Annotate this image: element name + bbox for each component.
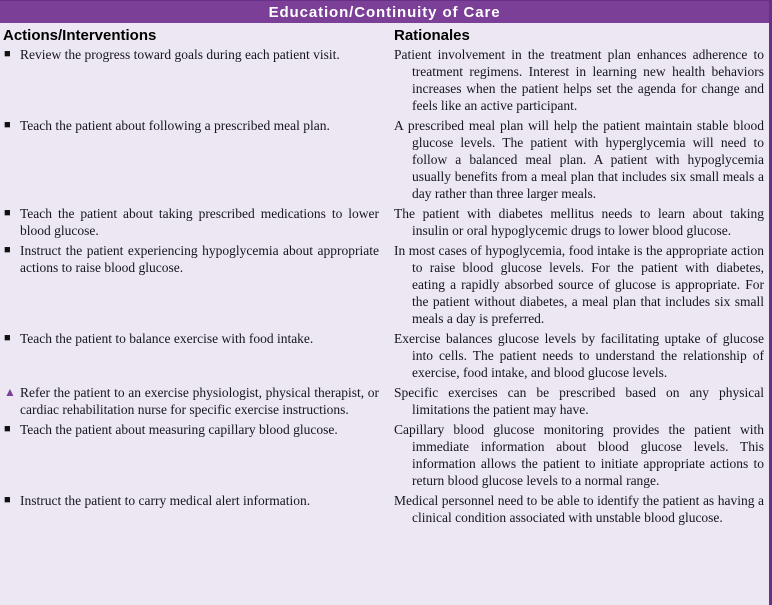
action-cell [0, 46, 386, 114]
table-row [0, 492, 769, 526]
action-cell [0, 242, 386, 327]
action-cell [0, 492, 386, 526]
square-bullet-icon: ■ [4, 332, 11, 344]
action-cell [0, 421, 386, 489]
table-row [0, 46, 769, 114]
table-title: Education/Continuity of Care [268, 3, 501, 21]
rationales-column-header: Rationales [394, 27, 470, 44]
square-bullet-icon: ■ [4, 119, 11, 131]
action-text: Teach the patient to balance exercise with food intake. [20, 331, 314, 346]
table-row [0, 330, 769, 381]
rationale-text: In most cases of hypoglycemia, food intake is the appropriate action to raise blood glucose levels. For the patient with diabetes, eating a rapidly absorbed source of glucose is appropriate. For the patient without diabetes, a meal plan that includes six small meals a day is preferred. [394, 243, 764, 326]
column-header-row [0, 23, 769, 46]
square-bullet-icon: ■ [4, 423, 11, 435]
action-cell [0, 205, 386, 239]
action-cell [0, 384, 386, 418]
table-row [0, 117, 769, 202]
table-row [0, 421, 769, 489]
action-text: Instruct the patient experiencing hypoglycemia about appropriate actions to raise blood glucose. [20, 243, 379, 275]
square-bullet-icon: ■ [4, 244, 11, 256]
action-text: Teach the patient about measuring capillary blood glucose. [20, 422, 338, 437]
rationale-text: A prescribed meal plan will help the patient maintain stable blood glucose levels. The patient with hyperglycemia will need to follow a balanced meal plan. A patient with hypoglycemia usually benefits from a meal plan that includes six small meals a day rather than three larger meals. [394, 118, 764, 201]
rationale-text: Medical personnel need to be able to identify the patient as having a clinical condition associated with unstable blood glucose. [394, 493, 764, 525]
table-row [0, 242, 769, 327]
rationale-text: Exercise balances glucose levels by facilitating uptake of glucose into cells. The patient needs to understand the relationship of exercise, food intake, and blood glucose levels. [394, 331, 764, 380]
actions-column-header: Actions/Interventions [3, 27, 157, 44]
square-bullet-icon: ■ [4, 207, 11, 219]
square-bullet-icon: ■ [4, 48, 11, 60]
action-text: Teach the patient about taking prescribed medications to lower blood glucose. [20, 206, 379, 238]
action-text: Instruct the patient to carry medical alert information. [20, 493, 311, 508]
action-text: Refer the patient to an exercise physiologist, physical therapist, or cardiac rehabilitation nurse for specific exercise instructions. [20, 385, 379, 417]
rationale-text: Capillary blood glucose monitoring provides the patient with immediate information about blood glucose levels. This information allows the patient to initiate appropriate actions to return blood glucose levels to a normal range. [394, 422, 764, 488]
action-text: Review the progress toward goals during each patient visit. [20, 47, 340, 62]
table-row [0, 384, 769, 418]
table-body [0, 46, 769, 526]
triangle-bullet-icon: ▲ [4, 385, 16, 399]
rationale-text: Specific exercises can be prescribed based on any physical limitations the patient may have. [394, 385, 764, 417]
action-cell [0, 330, 386, 381]
rationale-text: Patient involvement in the treatment plan enhances adherence to treatment regimens. Interest in learning new health behaviors increases when the patient helps set the agenda for change and feels like an active participant. [394, 47, 764, 113]
rationale-text: The patient with diabetes mellitus needs to learn about taking insulin or oral hypoglycemic drugs to lower blood glucose. [394, 206, 764, 238]
square-bullet-icon: ■ [4, 494, 11, 506]
table-row [0, 205, 769, 239]
action-text: Teach the patient about following a prescribed meal plan. [20, 118, 330, 133]
action-cell [0, 117, 386, 202]
table-title-bar [0, 1, 769, 23]
